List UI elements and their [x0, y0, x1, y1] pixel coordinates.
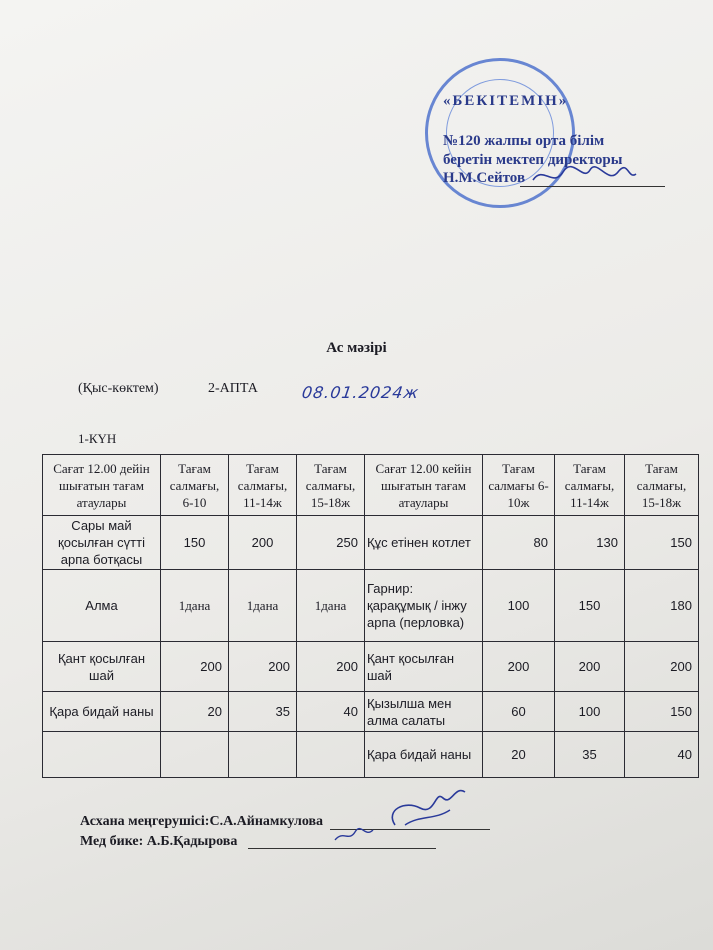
week-label: 2-АПТА — [208, 381, 258, 396]
header-cell: Сағат 12.00 дейін шығатын тағам атаулары — [43, 455, 161, 516]
table-header-row — [43, 455, 699, 516]
table-cell: Қара бидай наны — [365, 732, 483, 778]
table-cell: 130 — [555, 516, 625, 570]
menu-table — [42, 454, 699, 778]
table-cell: Қызылша мен алма салаты — [365, 692, 483, 732]
table-cell: 200 — [483, 642, 555, 692]
table-cell: 150 — [555, 570, 625, 642]
table-cell: Гарнир: қарақұмық / інжу арпа (перловка) — [365, 570, 483, 642]
table-cell — [43, 732, 161, 778]
approval-school-line-2: беретін мектеп директоры — [443, 152, 623, 168]
table-cell: Қант қосылған шай — [43, 642, 161, 692]
table-cell: Қара бидай наны — [43, 692, 161, 732]
approval-school-line-1: №120 жалпы орта білім — [443, 133, 605, 149]
table-cell: 20 — [161, 692, 229, 732]
table-cell: Алма — [43, 570, 161, 642]
table-cell: 200 — [625, 642, 699, 692]
header-cell: Тағам салмағы, 11-14ж — [555, 455, 625, 516]
table-cell: 40 — [625, 732, 699, 778]
table-cell: 200 — [229, 642, 297, 692]
table-row — [43, 570, 699, 642]
table-cell — [297, 732, 365, 778]
table-cell: 1дана — [161, 570, 229, 642]
table-cell: 40 — [297, 692, 365, 732]
table-cell: 200 — [161, 642, 229, 692]
table-cell: 250 — [297, 516, 365, 570]
header-cell: Тағам салмағы, 15-18ж — [625, 455, 699, 516]
table-cell: 150 — [161, 516, 229, 570]
table-cell: 1дана — [297, 570, 365, 642]
table-cell: 200 — [229, 516, 297, 570]
header-cell: Тағам салмағы, 6-10 — [161, 455, 229, 516]
table-row — [43, 642, 699, 692]
table-cell: Сары май қосылған сүтті арпа ботқасы — [43, 516, 161, 570]
day-label: 1-КҮН — [78, 431, 117, 446]
table-cell: 150 — [625, 516, 699, 570]
table-cell: Құс етінен котлет — [365, 516, 483, 570]
canteen-head-signature-label: Асхана меңгерушісі:С.А.Айнамкулова — [80, 814, 324, 829]
table-row — [43, 516, 699, 570]
table-cell — [229, 732, 297, 778]
table-cell — [161, 732, 229, 778]
header-cell: Сағат 12.00 кейін шығатын тағам атаулары — [365, 455, 483, 516]
table-cell: 100 — [483, 570, 555, 642]
table-cell: 150 — [625, 692, 699, 732]
table-cell: 100 — [555, 692, 625, 732]
table-cell: 1дана — [229, 570, 297, 642]
table-cell: Қант қосылған шай — [365, 642, 483, 692]
table-cell: 180 — [625, 570, 699, 642]
table-cell: 80 — [483, 516, 555, 570]
table-cell: 35 — [229, 692, 297, 732]
table-cell: 200 — [297, 642, 365, 692]
table-row — [43, 732, 699, 778]
nurse-signature-label: Мед бике: А.Б.Қадырова — [80, 834, 238, 849]
header-cell: Тағам салмағы 6-10ж — [483, 455, 555, 516]
table-cell: 200 — [555, 642, 625, 692]
table-row — [43, 692, 699, 732]
footer-signatures — [325, 780, 475, 850]
director-signature — [528, 160, 638, 190]
table-cell: 35 — [555, 732, 625, 778]
header-cell: Тағам салмағы, 15-18ж — [297, 455, 365, 516]
approval-director: Н.М.Сейтов — [443, 170, 526, 186]
table-cell: 20 — [483, 732, 555, 778]
handwritten-date: 08.01.2024ж — [300, 383, 421, 402]
season-label: (Қыс-көктем) — [78, 381, 159, 396]
header-cell: Тағам салмағы, 11-14ж — [229, 455, 297, 516]
page-title: Ас мәзірі — [326, 340, 387, 356]
approval-heading: «БЕКІТЕМІН» — [443, 93, 569, 109]
table-cell: 60 — [483, 692, 555, 732]
